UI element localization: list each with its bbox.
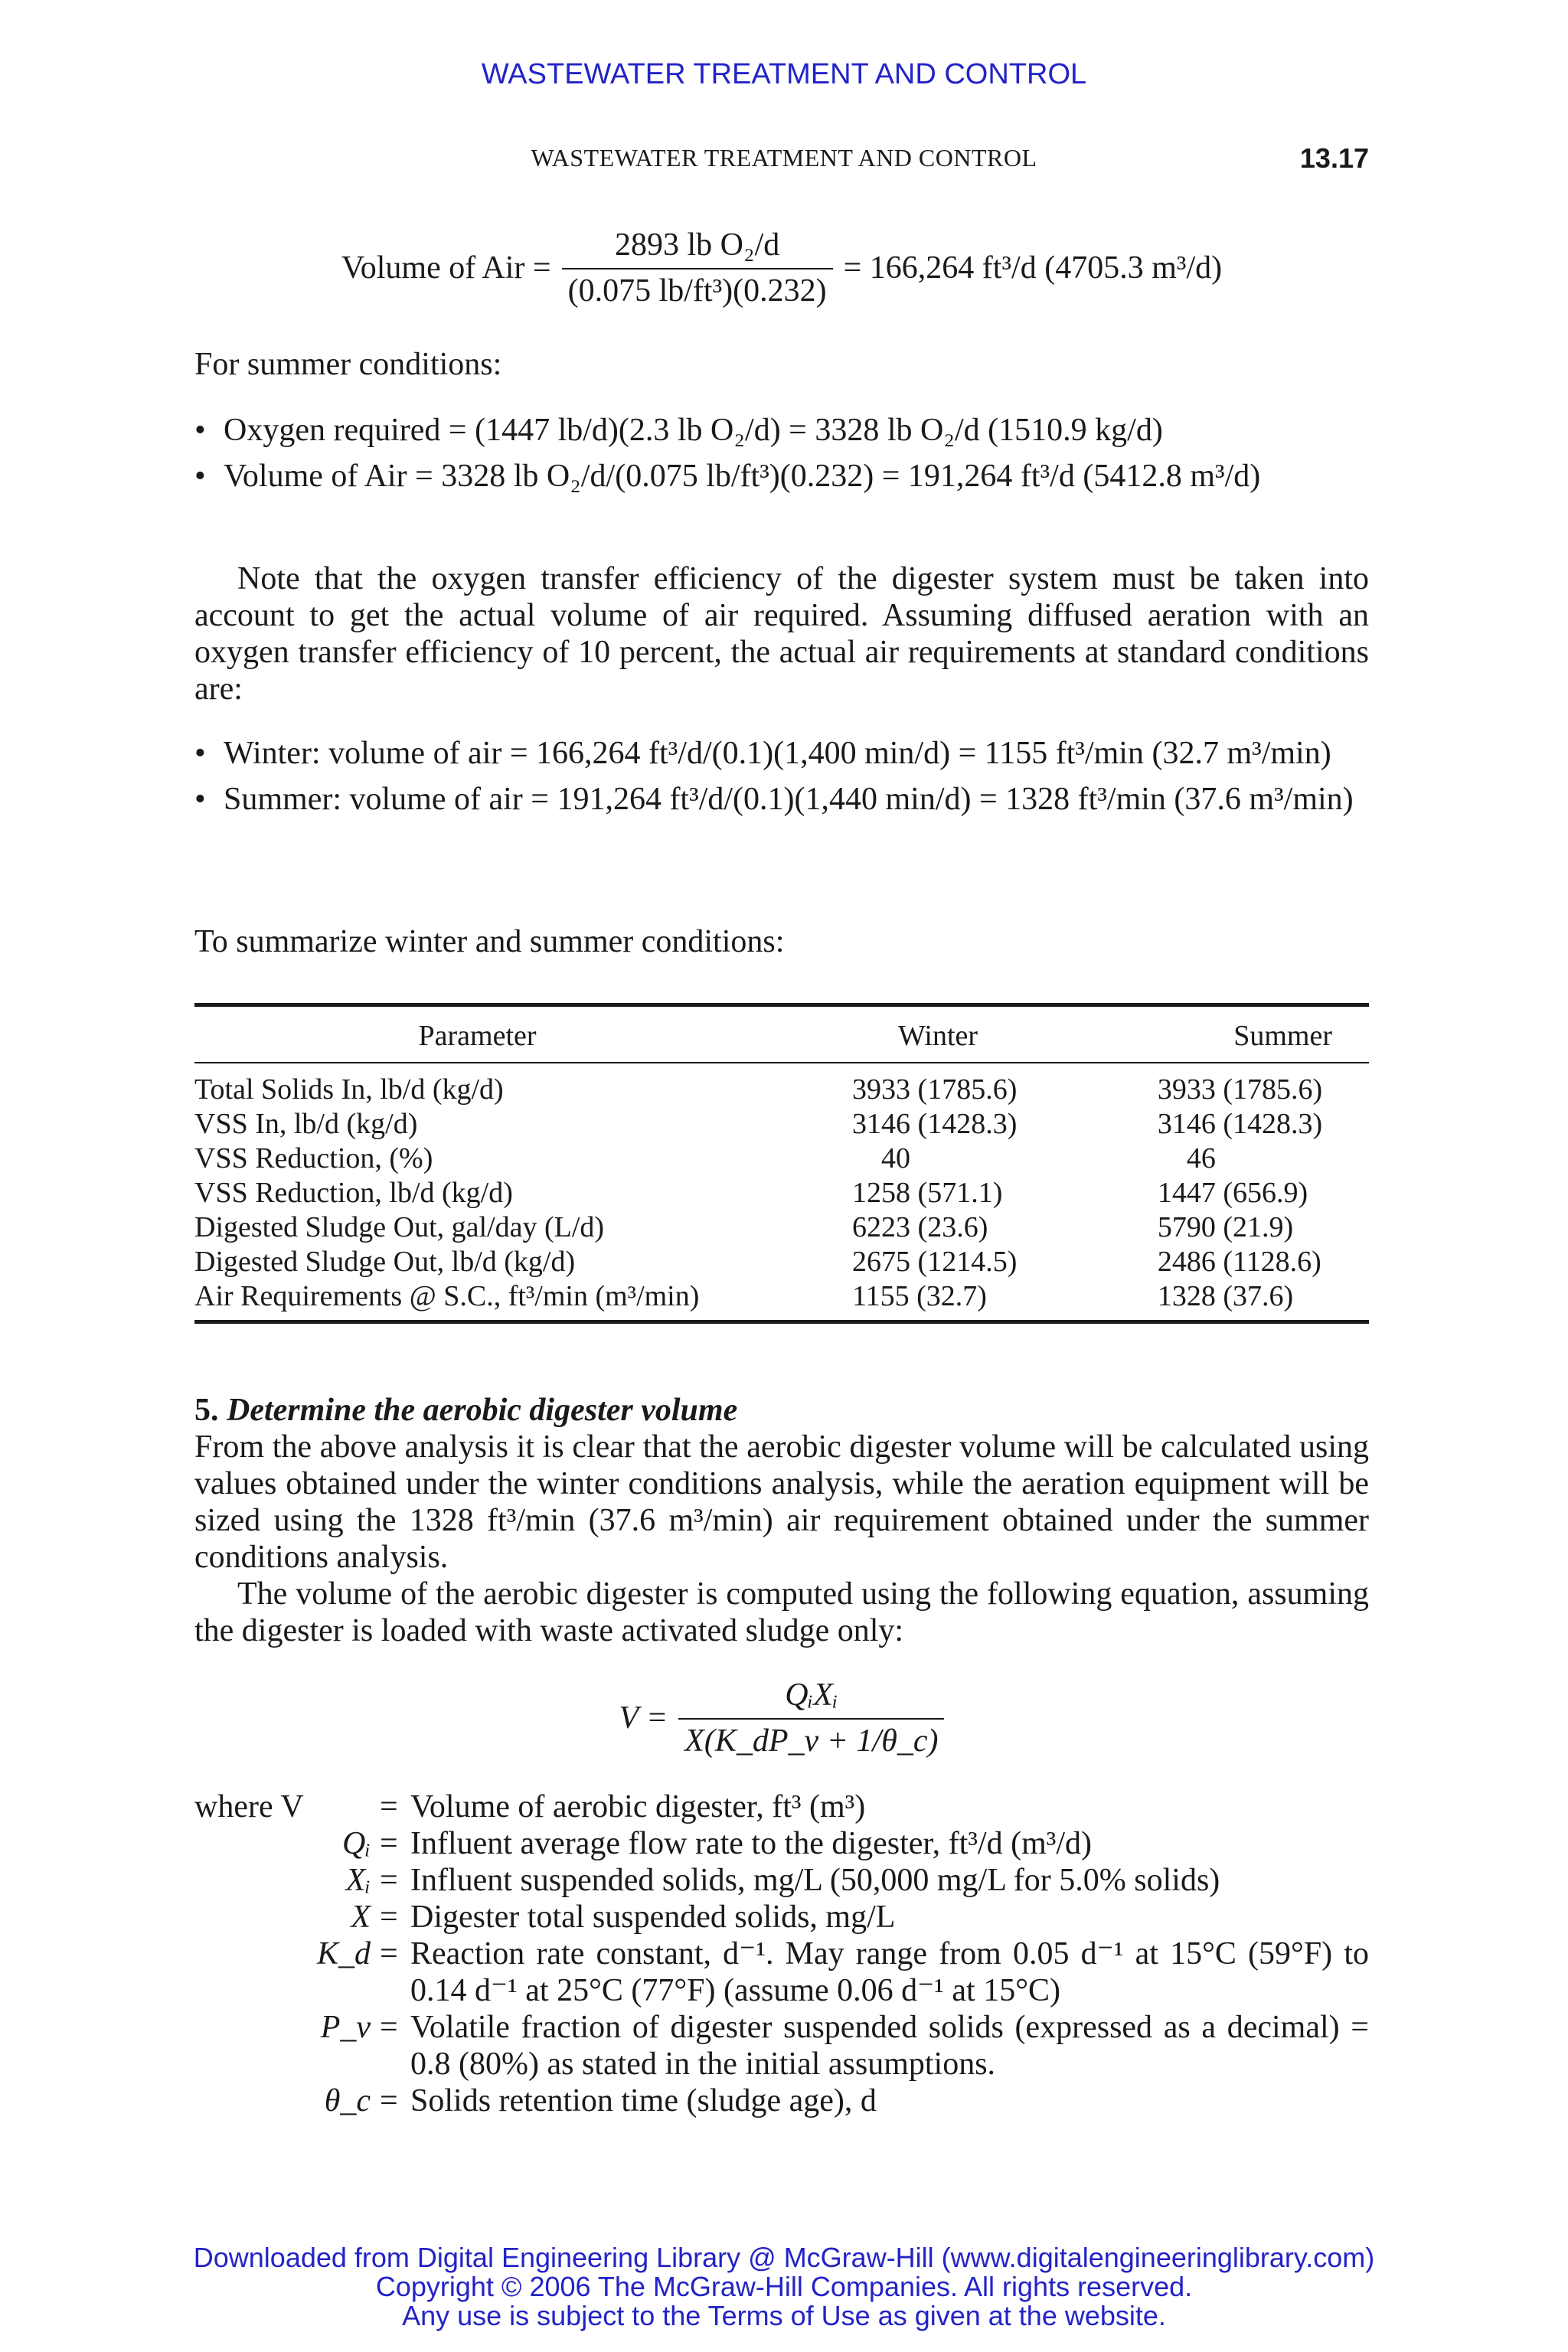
definition-symbol: Xᵢ bbox=[345, 1863, 371, 1898]
table-header-row bbox=[194, 1007, 1369, 1063]
definition-equals: = bbox=[380, 1789, 398, 1824]
summary-table-wrapper bbox=[194, 1003, 1369, 1324]
definition-text: Solids retention time (sludge age), d bbox=[410, 2083, 877, 2118]
table-cell: 3933 (1785.6) bbox=[1157, 1073, 1323, 1106]
table-cell: 40 bbox=[881, 1142, 911, 1174]
step-5-paragraph-1: From the above analysis it is clear that the aerobic digester volume will be calculated using values obtained under the winter conditions analysis, while the aeration equipment will be sized using the 1328 ft³/min (37.6 m³/min) air requirement obtained under the summer conditions analysis. bbox=[194, 1429, 1369, 1575]
definition-item bbox=[194, 1788, 1369, 1825]
banner-title: WASTEWATER TREATMENT AND CONTROL bbox=[481, 58, 1087, 90]
note-paragraph-text: Note that the oxygen transfer efficiency of the digester system must be taken into account to get the actual volume of air required. Assuming diffused aeration with an oxygen transfer efficiency of 10 percent, the actual air requirements at standard conditions are: bbox=[194, 561, 1369, 707]
definition-equals: = bbox=[380, 1900, 398, 1935]
definition-symbol: where V bbox=[194, 1789, 304, 1824]
summer-bullet-list bbox=[194, 412, 1369, 495]
table-cell: Air Requirements @ S.C., ft³/min (m³/min) bbox=[194, 1280, 700, 1312]
step-title: Determine the aerobic digester volume bbox=[227, 1393, 738, 1428]
summary-intro bbox=[194, 923, 1369, 960]
definition-symbol: Qᵢ bbox=[342, 1826, 371, 1861]
definition-item bbox=[194, 1862, 1369, 1899]
bullet-dot: • bbox=[194, 413, 206, 448]
table-cell: 1328 (37.6) bbox=[1157, 1280, 1294, 1312]
equation-numerator: 2893 lb O₂/d bbox=[562, 227, 833, 270]
table-cell: Digested Sludge Out, lb/d (kg/d) bbox=[194, 1246, 576, 1278]
table-cell: 5790 (21.9) bbox=[1157, 1211, 1294, 1243]
bullet-dot: • bbox=[194, 459, 206, 494]
definition-item bbox=[194, 1825, 1369, 1862]
definition-equals: = bbox=[380, 1863, 398, 1898]
table-cell: VSS Reduction, lb/d (kg/d) bbox=[194, 1177, 513, 1209]
footer-terms-line: Any use is subject to the Terms of Use as given at the website. bbox=[402, 2300, 1166, 2331]
definition-text: Volatile fraction of digester suspended solids (expressed as a decimal) = 0.8 (80%) as stated in the initial assumptions. bbox=[410, 2010, 1369, 2082]
equation-digester-volume bbox=[194, 1677, 1369, 1759]
definition-symbol: P_v bbox=[320, 2010, 371, 2045]
footer-download-line: Downloaded from Digital Engineering Library @ McGraw-Hill (www.digitalengineeringlibrary.com) bbox=[193, 2242, 1375, 2273]
table-row bbox=[194, 1142, 1369, 1176]
bullet-dot: • bbox=[194, 736, 206, 771]
equation-denominator: (0.075 lb/ft³)(0.232) bbox=[567, 273, 827, 309]
table-row bbox=[194, 1073, 1369, 1107]
note-paragraph bbox=[194, 560, 1369, 707]
table-cell: 46 bbox=[1186, 1142, 1216, 1174]
definition-list bbox=[194, 1788, 1369, 2119]
equation-denominator: X(K_dP_v + 1/θ_c) bbox=[684, 1723, 939, 1759]
definition-item bbox=[194, 1936, 1369, 2009]
running-head bbox=[0, 142, 1568, 181]
definition-item bbox=[194, 1899, 1369, 1936]
definition-text: Volume of aerobic digester, ft³ (m³) bbox=[410, 1789, 866, 1824]
table-cell: Total Solids In, lb/d (kg/d) bbox=[194, 1073, 504, 1106]
column-header-winter: Winter bbox=[852, 1007, 1158, 1063]
equation-lhs: V = bbox=[619, 1700, 668, 1736]
definition-text: Influent suspended solids, mg/L (50,000 mg/L for 5.0% solids) bbox=[410, 1863, 1220, 1898]
table-cell: 2486 (1128.6) bbox=[1157, 1246, 1321, 1278]
table-cell: 1155 (32.7) bbox=[852, 1280, 987, 1312]
bullet-dot: • bbox=[194, 782, 206, 817]
table-row bbox=[194, 1107, 1369, 1142]
equation-lhs: Volume of Air = bbox=[341, 250, 551, 286]
definition-equals: = bbox=[380, 1826, 398, 1861]
equation-fraction bbox=[678, 1677, 944, 1759]
definition-text: Influent average flow rate to the digester, ft³/d (m³/d) bbox=[410, 1826, 1092, 1861]
definition-symbol: K_d bbox=[316, 1936, 371, 1971]
step-5-heading bbox=[194, 1392, 1369, 1429]
bullet-text: Oxygen required = (1447 lb/d)(2.3 lb O₂/d) = 3328 lb O₂/d (1510.9 kg/d) bbox=[224, 413, 1163, 448]
table-cell: VSS In, lb/d (kg/d) bbox=[194, 1108, 418, 1140]
summer-intro bbox=[194, 346, 1369, 383]
summary-intro-text: To summarize winter and summer conditions: bbox=[194, 924, 785, 959]
bullet-winter-air bbox=[194, 735, 1369, 772]
table-cell: 1258 (571.1) bbox=[852, 1177, 1003, 1209]
table-cell: Digested Sludge Out, gal/day (L/d) bbox=[194, 1211, 605, 1243]
summer-intro-text: For summer conditions: bbox=[194, 347, 502, 382]
running-head-title: WASTEWATER TREATMENT AND CONTROL bbox=[531, 144, 1037, 172]
bullet-text: Summer: volume of air = 191,264 ft³/d/(0.1)(1,440 min/d) = 1328 ft³/min (37.6 m³/min) bbox=[224, 782, 1354, 817]
definition-equals: = bbox=[380, 2010, 398, 2045]
table-row bbox=[194, 1176, 1369, 1210]
column-header-summer: Summer bbox=[1158, 1007, 1369, 1063]
page-number: 13.17 bbox=[1299, 142, 1369, 174]
step-number: 5. bbox=[194, 1393, 219, 1428]
table-cell: 3146 (1428.3) bbox=[1157, 1108, 1323, 1140]
definition-item bbox=[194, 2009, 1369, 2082]
footer-copyright-line: Copyright © 2006 The McGraw-Hill Companies. All rights reserved. bbox=[375, 2271, 1193, 2302]
equation-rhs: = 166,264 ft³/d (4705.3 m³/d) bbox=[843, 250, 1223, 286]
equation-fraction bbox=[562, 227, 833, 309]
equation-numerator: QᵢXᵢ bbox=[678, 1677, 944, 1720]
step-5-section bbox=[194, 1392, 1369, 1649]
summary-table bbox=[194, 1007, 1369, 1314]
bullet-volume-of-air bbox=[194, 458, 1369, 495]
definition-symbol: X bbox=[351, 1900, 371, 1935]
equation-volume-of-air bbox=[194, 227, 1369, 309]
definition-symbol: θ_c bbox=[324, 2083, 371, 2118]
bullet-summer-air bbox=[194, 781, 1369, 818]
table-row bbox=[194, 1210, 1369, 1245]
table-cell: 2675 (1214.5) bbox=[852, 1246, 1018, 1278]
bullet-text: Volume of Air = 3328 lb O₂/d/(0.075 lb/ft³)(0.232) = 191,264 ft³/d (5412.8 m³/d) bbox=[224, 459, 1261, 494]
table-cell: 3146 (1428.3) bbox=[852, 1108, 1018, 1140]
definition-text: Reaction rate constant, d⁻¹. May range from 0.05 d⁻¹ at 15°C (59°F) to 0.14 d⁻¹ at 25°C (77°F) (assume 0.06 d⁻¹ at 15°C) bbox=[410, 1936, 1369, 2008]
step-5-paragraph-2: The volume of the aerobic digester is computed using the following equation, assuming the digester is loaded with waste activated sludge only: bbox=[194, 1576, 1369, 1648]
table-cell: 3933 (1785.6) bbox=[852, 1073, 1018, 1106]
table-cell: 6223 (23.6) bbox=[852, 1211, 988, 1243]
table-cell: VSS Reduction, (%) bbox=[194, 1142, 433, 1174]
definition-item bbox=[194, 2082, 1369, 2119]
bullet-text: Winter: volume of air = 166,264 ft³/d/(0.1)(1,400 min/d) = 1155 ft³/min (32.7 m³/min) bbox=[224, 736, 1331, 771]
bullet-oxygen-required bbox=[194, 412, 1369, 449]
air-bullet-list bbox=[194, 735, 1369, 818]
definition-equals: = bbox=[380, 1936, 398, 1971]
definition-text: Digester total suspended solids, mg/L bbox=[410, 1900, 896, 1935]
table-row bbox=[194, 1279, 1369, 1314]
definition-equals: = bbox=[380, 2083, 398, 2118]
table-cell: 1447 (656.9) bbox=[1157, 1177, 1308, 1209]
table-row bbox=[194, 1245, 1369, 1279]
column-header-parameter: Parameter bbox=[194, 1007, 852, 1063]
